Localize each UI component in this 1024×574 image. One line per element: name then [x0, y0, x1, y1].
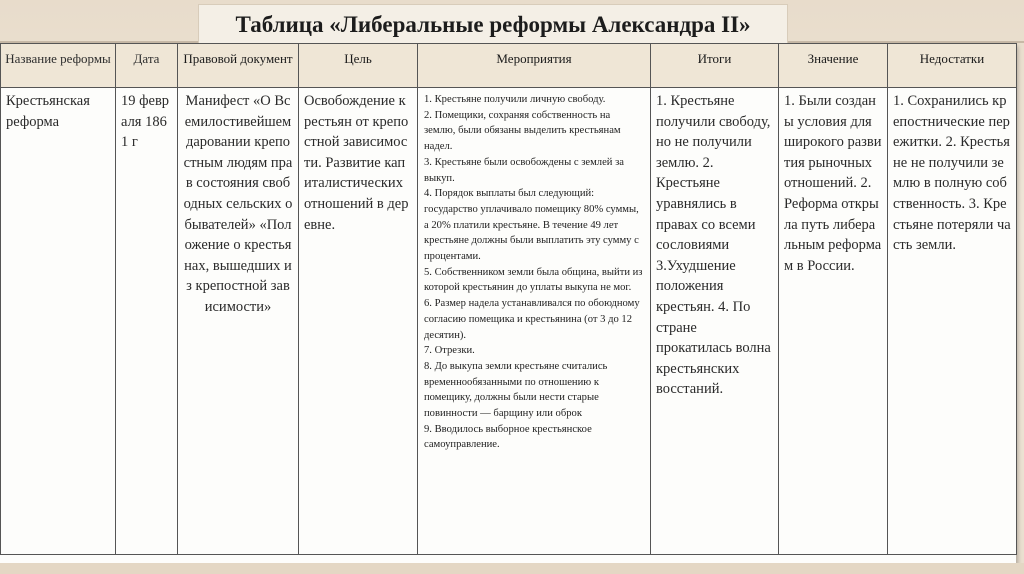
cell-date — [116, 88, 178, 555]
list-item: 5. Собственником земли была община, выйти из которой крестьянин до уплаты выкупа не мог. — [424, 266, 643, 294]
cell-goal — [299, 88, 418, 555]
cell-measures — [418, 88, 651, 555]
list-item: 1. Крестьяне получили личную свободу. — [424, 94, 606, 105]
list-item: 9. Вводилось выборное крестьянское самоуправление. — [424, 423, 592, 451]
table-row — [1, 88, 1017, 555]
header-shortcomings: Недостатки — [888, 44, 1017, 88]
reform-shortcomings: 1. Сохранились крепостнические пережитки. 2. Крестьяне не получили землю в полную собственность. 3. Крестьяне потеряли часть земли. — [893, 93, 1011, 254]
header-row — [1, 44, 1017, 88]
reform-significance: 1. Были созданы условия для широкого развития рыночных отношений. 2. Реформа открыла путь либеральным реформам в России. — [784, 93, 882, 274]
cell-shortcomings — [888, 88, 1017, 555]
cell-results — [651, 88, 779, 555]
reforms-table — [0, 43, 1017, 555]
list-item: 6. Размер надела устанавливался по обоюдному согласию помещика и крестьянина (от 3 до 12 десятин). — [424, 298, 640, 341]
list-item: 8. До выкупа земли крестьяне считались временнообязанными по отношению к помещику, должны были нести старые повинности — барщину или оброк — [424, 360, 608, 420]
measures-list — [424, 92, 644, 453]
reform-date: 19 февраля 1861 г — [121, 93, 170, 151]
header-name: Название реформы — [1, 44, 116, 88]
header-goal: Цель — [299, 44, 418, 88]
list-item: 7. Отрезки. — [424, 345, 475, 357]
header-significance: Значение — [779, 44, 888, 88]
list-item: 3. Крестьяне были освобождены с землей за выкуп. — [424, 156, 624, 184]
header-measures: Мероприятия — [418, 44, 651, 88]
header-results: Итоги — [651, 44, 779, 88]
reform-goal: Освобождение крестьян от крепостной зависимости. Развитие капиталистических отношений в деревне. — [304, 93, 409, 233]
legal-document: Манифест «О Всемилостивейшем даровании крепостным людям прав состояния свободных сельских обывателей» «Положение о крестьянах, вышедших из крепостной зависимости» — [183, 93, 293, 315]
list-item: 4. Порядок выплаты был следующий: государство уплачивало помещику 80% суммы, а 20% платили крестьяне. В течение 49 лет крестьяне должны были выплатить эту сумму с процентами. — [424, 188, 639, 263]
title-box — [198, 4, 788, 46]
list-item: 2. Помещики, сохраняя собственность на землю, были обязаны выделить крестьянам надел. — [424, 109, 621, 153]
header-document: Правовой документ — [178, 44, 299, 88]
cell-document — [178, 88, 299, 555]
bottom-strip — [0, 563, 1024, 574]
reform-name: Крестьянская реформа — [6, 93, 90, 130]
cell-significance — [779, 88, 888, 555]
reform-results: 1. Крестьяне получили свободу, но не получили землю. 2. Крестьяне уравнялись в правах со всеми сословиями 3.Ухудшение положения крестьян. 4. По стране прокатилась волна крестьянских восстаний. — [656, 93, 771, 398]
page-title: Таблица «Либеральные реформы Александра II» — [235, 12, 751, 37]
header-date: Дата — [116, 44, 178, 88]
cell-name — [1, 88, 116, 555]
